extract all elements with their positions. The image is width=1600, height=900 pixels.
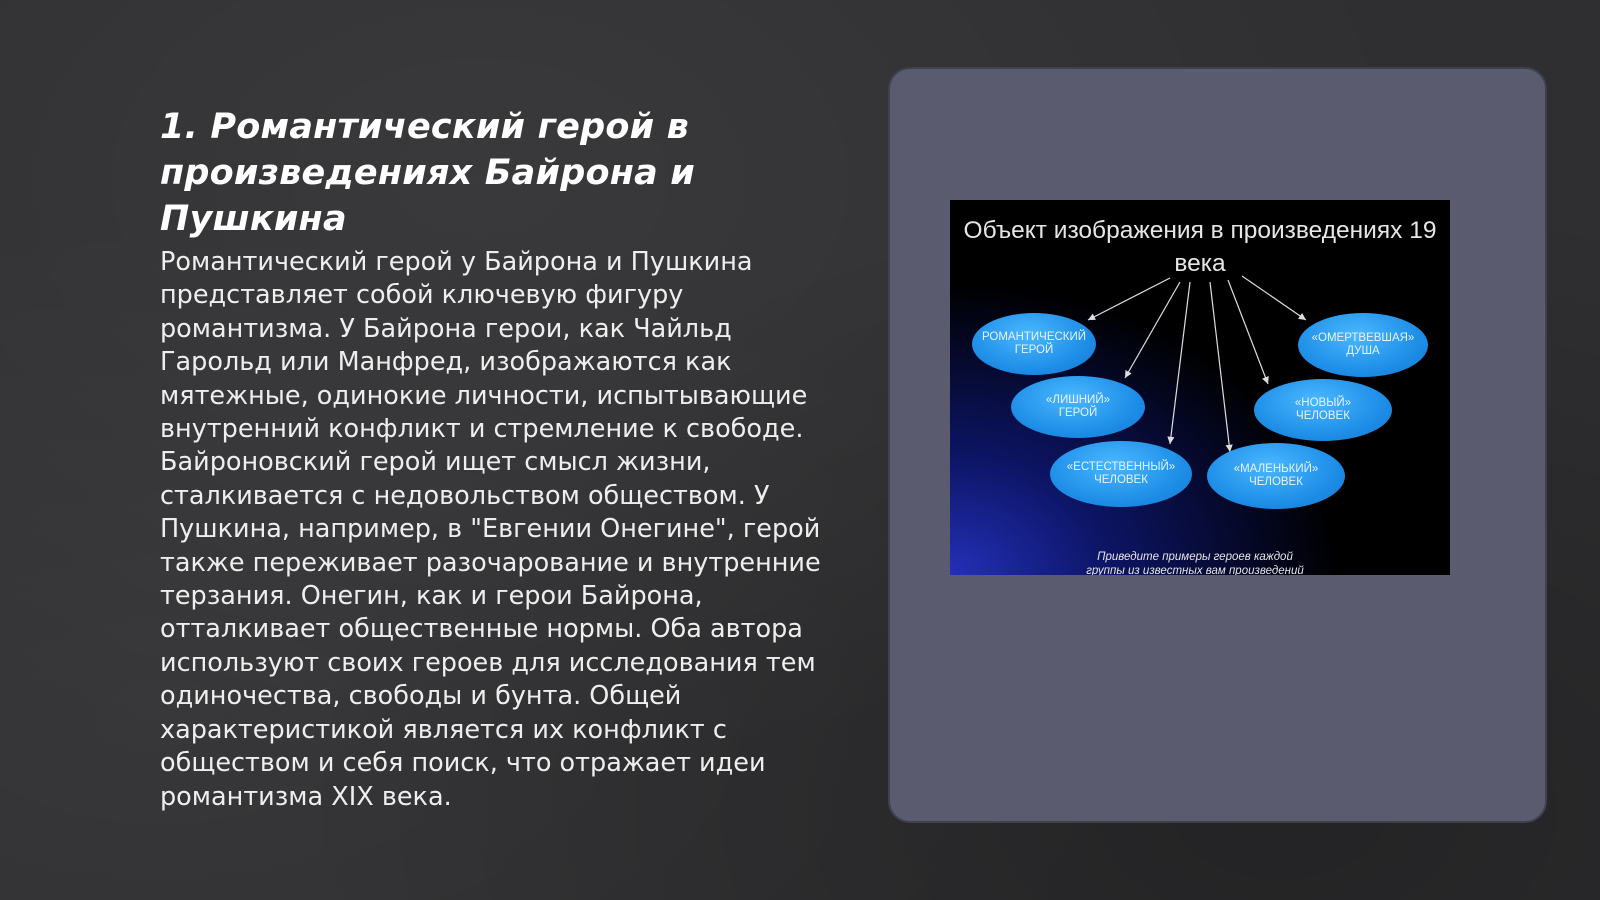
arrow-natural	[1170, 282, 1190, 444]
arrow-little	[1210, 282, 1230, 452]
arrow-romantic	[1088, 278, 1170, 320]
node-little-man	[1207, 443, 1345, 509]
node-label: РОМАНТИЧЕСКИЙ ГЕРОЙ	[981, 331, 1087, 356]
node-new-man	[1254, 379, 1392, 441]
node-romantic-hero	[972, 313, 1096, 375]
slide-title: 1. Романтический герой в произведениях Байрона и Пушкина	[160, 107, 696, 239]
node-label: «ОМЕРТВЕВШАЯ» ДУША	[1311, 332, 1415, 357]
node-natural-man	[1050, 441, 1192, 507]
diagram-title: Объект изображения в произведениях 19 века	[963, 217, 1437, 277]
diagram-image	[950, 200, 1450, 575]
node-superfluous-hero	[1011, 376, 1145, 438]
node-label: «ЕСТЕСТВЕННЫЙ» ЧЕЛОВЕК	[1066, 461, 1176, 486]
node-label: «МАЛЕНЬКИЙ» ЧЕЛОВЕК	[1233, 463, 1319, 488]
diagram-note: Приведите примеры героев каждой группы из известных вам произведений	[1086, 550, 1304, 575]
node-label: «НОВЫЙ» ЧЕЛОВЕК	[1294, 397, 1352, 422]
node-label: «ЛИШНИЙ» ГЕРОЙ	[1046, 394, 1110, 419]
slide-body-text: Романтический герой у Байрона и Пушкина представляет собой ключевую фигуру романтизма. У Байрона герои, как Чайльд Гарольд или Манфред, изображаются как мятежные, одинокие личности, испытывающие внутренний конфликт и стремление к свободе. Байроновский герой ищет смысл жизни, сталкивается с недовольством обществом. У Пушкина, например, в "Евгении Онегине", герой также переживает разочарование и внутренние терзания. Онегин, как и герои Байрона, отталкивает общественные нормы. Оба автора используют своих героев для исследования тем одиночества, свободы и бунта. Общей характеристикой является их конфликт с обществом и себя поиск, что отражает идеи романтизма XIX века.	[160, 247, 821, 812]
node-dead-soul	[1298, 313, 1428, 377]
arrow-new	[1228, 280, 1268, 384]
arrow-dead-soul	[1242, 276, 1306, 320]
